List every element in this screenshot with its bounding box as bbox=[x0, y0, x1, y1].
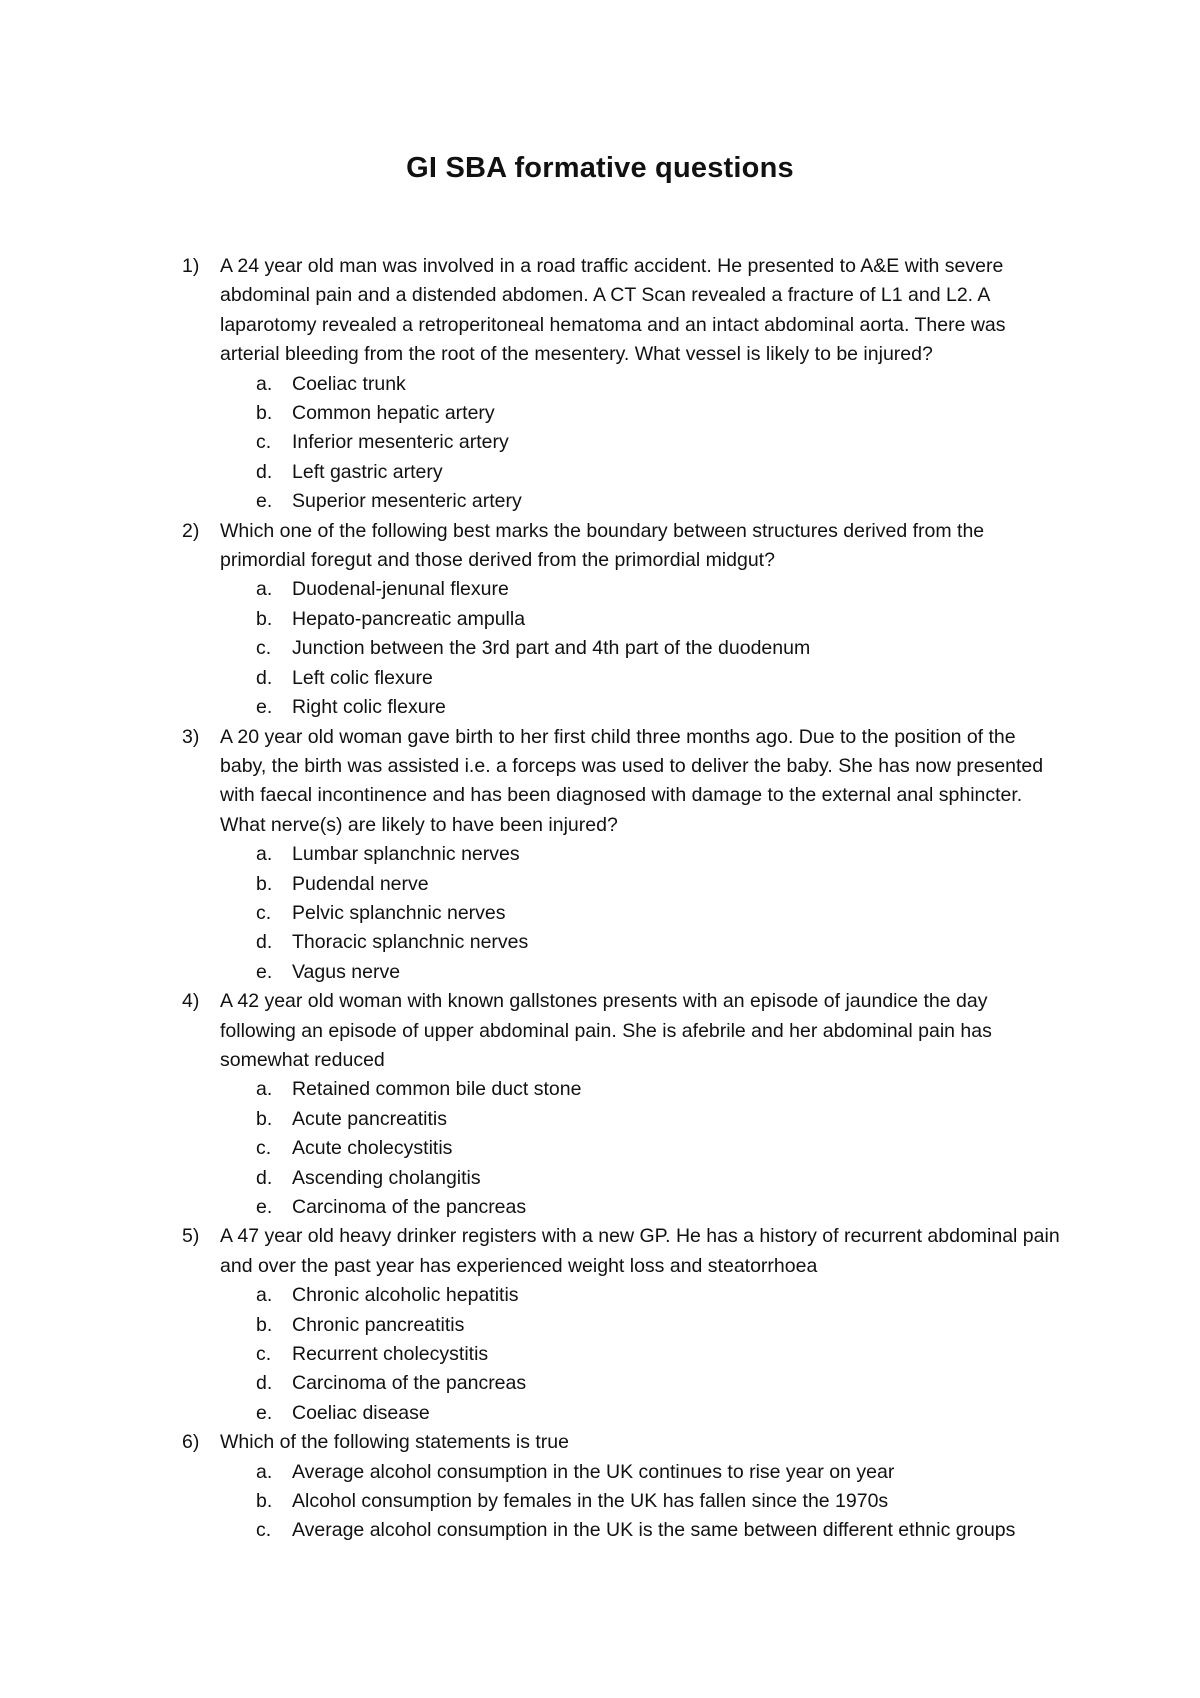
option-text: Left gastric artery bbox=[292, 460, 443, 483]
option-list bbox=[220, 1281, 1062, 1428]
option-b bbox=[220, 605, 1062, 634]
option-b bbox=[220, 1487, 1062, 1516]
option-c bbox=[220, 634, 1062, 663]
question-3 bbox=[182, 723, 1062, 988]
option-text: Chronic pancreatitis bbox=[292, 1313, 465, 1336]
option-c bbox=[220, 1134, 1062, 1163]
option-c bbox=[220, 1340, 1062, 1369]
option-d bbox=[220, 664, 1062, 693]
option-a bbox=[220, 1458, 1062, 1487]
option-text: Acute cholecystitis bbox=[292, 1137, 453, 1160]
question-text: A 24 year old man was involved in a road traffic accident. He presented to A&E with severe abdominal pain and a distended abdomen. A CT Scan revealed a fracture of L1 and L2. A laparotomy revealed a retroperitoneal hematoma and an intact abdominal aorta. There was arterial bleeding from the root of the mesentery. What vessel is likely to be injured? bbox=[220, 255, 1006, 366]
option-letter: d. bbox=[256, 1166, 273, 1189]
option-text: Carcinoma of the pancreas bbox=[292, 1372, 527, 1395]
question-5 bbox=[182, 1222, 1062, 1428]
option-text: Right colic flexure bbox=[292, 696, 446, 719]
option-text: Junction between the 3rd part and 4th part of the duodenum bbox=[292, 637, 811, 660]
option-letter: e. bbox=[256, 490, 273, 513]
option-letter: c. bbox=[256, 637, 272, 660]
option-letter: b. bbox=[256, 402, 273, 425]
question-number: 4) bbox=[182, 990, 200, 1013]
option-a bbox=[220, 840, 1062, 869]
option-text: Recurrent cholecystitis bbox=[292, 1343, 489, 1366]
option-letter: e. bbox=[256, 1196, 273, 1218]
option-list bbox=[220, 1075, 1062, 1222]
option-text: Coeliac trunk bbox=[292, 372, 406, 395]
option-letter: d. bbox=[256, 931, 273, 954]
option-e bbox=[220, 1399, 1062, 1428]
option-text: Hepato-pancreatic ampulla bbox=[292, 607, 526, 630]
option-letter: b. bbox=[256, 607, 273, 630]
question-text: Which one of the following best marks the boundary between structures derived from the primordial foregut and those derived from the primordial midgut? bbox=[220, 519, 985, 572]
option-text: Thoracic splanchnic nerves bbox=[292, 931, 529, 954]
option-text: Lumbar splanchnic nerves bbox=[292, 843, 520, 866]
option-letter: b. bbox=[256, 1490, 273, 1513]
option-d bbox=[220, 1369, 1062, 1398]
option-text: Left colic flexure bbox=[292, 666, 433, 689]
option-text: Duodenal-jenunal flexure bbox=[292, 578, 509, 601]
option-c bbox=[220, 1516, 1062, 1545]
option-text: Inferior mesenteric artery bbox=[292, 431, 509, 454]
option-letter: d. bbox=[256, 1372, 273, 1395]
option-letter: d. bbox=[256, 666, 273, 689]
option-letter: e. bbox=[256, 696, 273, 719]
option-text: Acute pancreatitis bbox=[292, 1107, 448, 1130]
option-letter: b. bbox=[256, 872, 273, 895]
option-letter: b. bbox=[256, 1107, 273, 1130]
option-text: Carcinoma of the pancreas bbox=[292, 1196, 527, 1218]
option-text: Pelvic splanchnic nerves bbox=[292, 901, 506, 924]
option-e bbox=[220, 487, 1062, 516]
option-c bbox=[220, 899, 1062, 928]
option-letter: e. bbox=[256, 1401, 273, 1424]
option-letter: c. bbox=[256, 1519, 272, 1542]
question-4 bbox=[182, 987, 1062, 1222]
question-text: A 42 year old woman with known gallstones presents with an episode of jaundice the day following an episode of upper abdominal pain. She is afebrile and her abdominal pain has somewhat reduced bbox=[220, 990, 992, 1071]
option-a bbox=[220, 1281, 1062, 1310]
option-b bbox=[220, 1105, 1062, 1134]
question-2 bbox=[182, 517, 1062, 723]
option-letter: a. bbox=[256, 1460, 273, 1483]
option-letter: a. bbox=[256, 843, 273, 866]
question-number: 2) bbox=[182, 519, 200, 542]
question-text: A 20 year old woman gave birth to her first child three months ago. Due to the position of the baby, the birth was assisted i.e. a forceps was used to deliver the baby. She has now presented with faecal incontinence and has been diagnosed with damage to the external anal sphincter. What nerve(s) are likely to have been injured? bbox=[220, 725, 1044, 836]
option-letter: c. bbox=[256, 901, 272, 924]
option-text: Average alcohol consumption in the UK continues to rise year on year bbox=[292, 1460, 895, 1483]
option-letter: a. bbox=[256, 372, 273, 395]
option-a bbox=[220, 370, 1062, 399]
option-a bbox=[220, 1075, 1062, 1104]
option-e bbox=[220, 958, 1062, 987]
option-list bbox=[220, 840, 1062, 987]
option-text: Retained common bile duct stone bbox=[292, 1078, 582, 1101]
option-letter: c. bbox=[256, 1343, 272, 1366]
option-text: Vagus nerve bbox=[292, 960, 401, 983]
question-text: Which of the following statements is true bbox=[220, 1431, 569, 1454]
question-list bbox=[182, 252, 1062, 1546]
question-number: 3) bbox=[182, 725, 200, 748]
option-text: Superior mesenteric artery bbox=[292, 490, 522, 513]
option-letter: b. bbox=[256, 1313, 273, 1336]
option-text: Pudendal nerve bbox=[292, 872, 429, 895]
question-number: 1) bbox=[182, 255, 200, 277]
option-text: Common hepatic artery bbox=[292, 402, 495, 425]
option-c bbox=[220, 428, 1062, 457]
option-letter: c. bbox=[256, 431, 272, 454]
option-d bbox=[220, 458, 1062, 487]
option-letter: a. bbox=[256, 578, 273, 601]
question-number: 5) bbox=[182, 1225, 200, 1248]
option-d bbox=[220, 1164, 1062, 1193]
question-6 bbox=[182, 1428, 1062, 1546]
question-number: 6) bbox=[182, 1431, 200, 1454]
option-letter: d. bbox=[256, 460, 273, 483]
page-title: GI SBA formative questions bbox=[406, 152, 794, 184]
option-text: Ascending cholangitis bbox=[292, 1166, 481, 1189]
option-text: Coeliac disease bbox=[292, 1401, 430, 1424]
option-e bbox=[220, 693, 1062, 722]
option-letter: e. bbox=[256, 960, 273, 983]
option-list bbox=[220, 575, 1062, 722]
option-text: Alcohol consumption by females in the UK has fallen since the 1970s bbox=[292, 1490, 889, 1513]
option-list bbox=[220, 1458, 1062, 1546]
option-b bbox=[220, 1311, 1062, 1340]
option-letter: c. bbox=[256, 1137, 272, 1160]
question-1 bbox=[182, 252, 1062, 517]
question-text: A 47 year old heavy drinker registers with a new GP. He has a history of recurrent abdominal pain and over the past year has experienced weight loss and steatorrhoea bbox=[220, 1225, 1060, 1277]
option-a bbox=[220, 575, 1062, 604]
option-list bbox=[220, 370, 1062, 517]
option-b bbox=[220, 870, 1062, 899]
option-text: Chronic alcoholic hepatitis bbox=[292, 1284, 519, 1307]
option-e bbox=[220, 1193, 1062, 1222]
option-letter: a. bbox=[256, 1284, 273, 1307]
option-text: Average alcohol consumption in the UK is the same between different ethnic groups bbox=[292, 1519, 1016, 1542]
option-letter: a. bbox=[256, 1078, 273, 1101]
option-d bbox=[220, 928, 1062, 957]
option-b bbox=[220, 399, 1062, 428]
